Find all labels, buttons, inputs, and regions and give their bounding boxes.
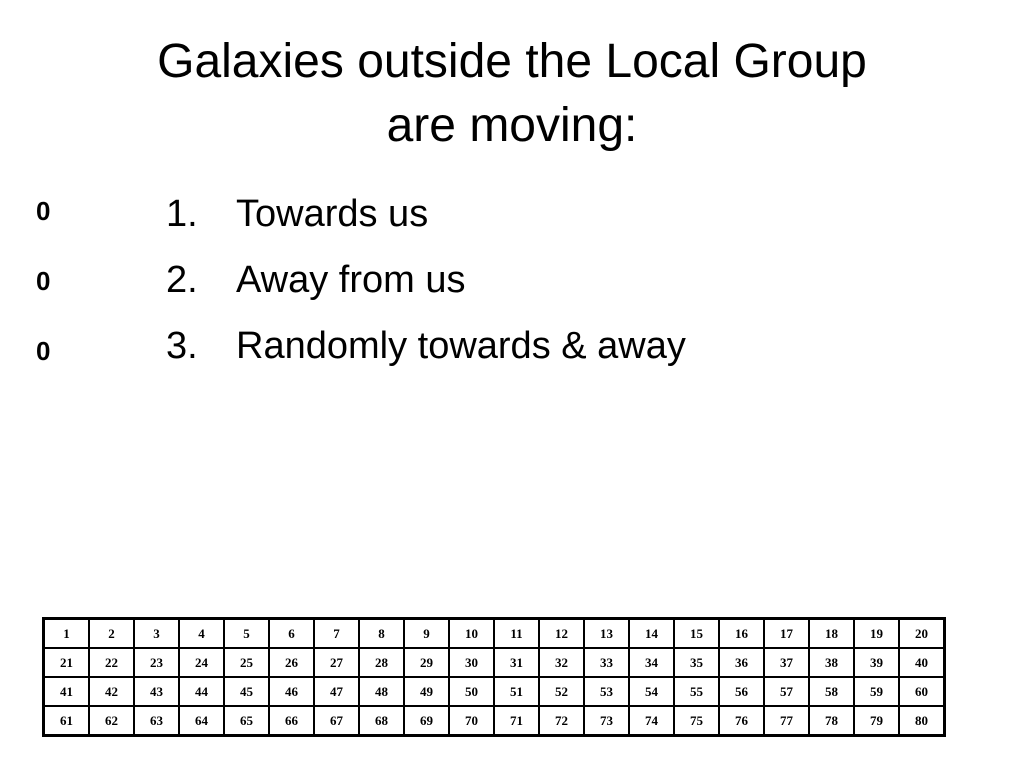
response-grid-cell: 2 [89, 619, 134, 649]
slide-title-line-2: are moving: [386, 99, 638, 152]
response-grid-cell: 77 [764, 706, 809, 736]
response-grid-cell: 8 [359, 619, 404, 649]
response-grid [42, 617, 946, 737]
slide-title [0, 30, 1024, 158]
response-grid-cell: 20 [899, 619, 945, 649]
response-count-option-2: 0 [36, 266, 51, 296]
response-grid-cell: 37 [764, 648, 809, 677]
response-grid-row [44, 677, 945, 706]
response-grid-cell: 15 [674, 619, 719, 649]
response-grid-cell: 76 [719, 706, 764, 736]
response-grid-cell: 78 [809, 706, 854, 736]
answer-option-text: Away from us [236, 259, 466, 301]
response-grid-cell: 3 [134, 619, 179, 649]
response-grid-cell: 41 [44, 677, 90, 706]
response-grid-cell: 32 [539, 648, 584, 677]
response-grid-cell: 12 [539, 619, 584, 649]
response-grid-cell: 22 [89, 648, 134, 677]
response-grid-cell: 47 [314, 677, 359, 706]
response-grid-cell: 13 [584, 619, 629, 649]
response-grid-cell: 18 [809, 619, 854, 649]
response-grid-cell: 63 [134, 706, 179, 736]
response-grid-cell: 46 [269, 677, 314, 706]
response-grid-cell: 43 [134, 677, 179, 706]
answer-option-2 [166, 258, 465, 302]
response-grid-cell: 79 [854, 706, 899, 736]
response-grid-cell: 19 [854, 619, 899, 649]
answer-option-3 [166, 324, 686, 368]
response-grid-cell: 65 [224, 706, 269, 736]
response-grid-cell: 40 [899, 648, 945, 677]
response-grid-cell: 64 [179, 706, 224, 736]
response-grid-cell: 49 [404, 677, 449, 706]
response-grid-cell: 24 [179, 648, 224, 677]
answer-option-number: 1. [166, 193, 198, 235]
response-grid-cell: 33 [584, 648, 629, 677]
response-grid-cell: 80 [899, 706, 945, 736]
response-grid-cell: 27 [314, 648, 359, 677]
response-grid-cell: 31 [494, 648, 539, 677]
response-grid-cell: 10 [449, 619, 494, 649]
response-grid-cell: 6 [269, 619, 314, 649]
answer-option-1 [166, 192, 428, 236]
response-grid-cell: 21 [44, 648, 90, 677]
response-grid-cell: 26 [269, 648, 314, 677]
response-grid-row [44, 648, 945, 677]
response-grid-cell: 52 [539, 677, 584, 706]
response-grid-cell: 61 [44, 706, 90, 736]
answer-option-text: Randomly towards & away [236, 325, 686, 367]
response-grid-cell: 73 [584, 706, 629, 736]
response-grid-cell: 25 [224, 648, 269, 677]
response-grid-cell: 28 [359, 648, 404, 677]
response-grid-cell: 48 [359, 677, 404, 706]
response-grid-cell: 5 [224, 619, 269, 649]
slide-title-line-1: Galaxies outside the Local Group [157, 35, 867, 88]
response-grid-cell: 30 [449, 648, 494, 677]
response-grid-cell: 68 [359, 706, 404, 736]
response-grid-cell: 36 [719, 648, 764, 677]
response-grid-cell: 29 [404, 648, 449, 677]
response-grid-cell: 1 [44, 619, 90, 649]
response-grid-cell: 38 [809, 648, 854, 677]
response-grid-cell: 9 [404, 619, 449, 649]
response-grid-cell: 11 [494, 619, 539, 649]
response-grid-cell: 54 [629, 677, 674, 706]
response-grid-cell: 74 [629, 706, 674, 736]
response-grid-cell: 56 [719, 677, 764, 706]
response-grid-cell: 58 [809, 677, 854, 706]
response-grid-cell: 51 [494, 677, 539, 706]
response-grid-cell: 55 [674, 677, 719, 706]
response-grid-cell: 44 [179, 677, 224, 706]
response-grid-cell: 14 [629, 619, 674, 649]
answer-option-text: Towards us [236, 193, 429, 235]
response-grid-cell: 62 [89, 706, 134, 736]
response-grid-cell: 35 [674, 648, 719, 677]
response-grid-cell: 42 [89, 677, 134, 706]
response-count-option-1: 0 [36, 196, 51, 226]
response-grid-cell: 4 [179, 619, 224, 649]
response-grid-row [44, 706, 945, 736]
response-grid-cell: 17 [764, 619, 809, 649]
response-grid-row [44, 619, 945, 649]
response-grid-cell: 23 [134, 648, 179, 677]
response-grid-cell: 71 [494, 706, 539, 736]
response-grid-cell: 70 [449, 706, 494, 736]
response-grid-cell: 69 [404, 706, 449, 736]
response-grid-cell: 66 [269, 706, 314, 736]
response-grid-cell: 60 [899, 677, 945, 706]
response-grid-cell: 53 [584, 677, 629, 706]
answer-option-number: 3. [166, 325, 198, 367]
response-grid-cell: 67 [314, 706, 359, 736]
response-grid-cell: 72 [539, 706, 584, 736]
response-grid-cell: 59 [854, 677, 899, 706]
response-grid-cell: 7 [314, 619, 359, 649]
response-grid-cell: 75 [674, 706, 719, 736]
response-grid-cell: 16 [719, 619, 764, 649]
answer-option-number: 2. [166, 259, 198, 301]
response-grid-cell: 50 [449, 677, 494, 706]
response-grid-cell: 57 [764, 677, 809, 706]
response-grid-cell: 39 [854, 648, 899, 677]
response-grid-cell: 45 [224, 677, 269, 706]
response-grid-cell: 34 [629, 648, 674, 677]
response-count-option-3: 0 [36, 336, 51, 366]
